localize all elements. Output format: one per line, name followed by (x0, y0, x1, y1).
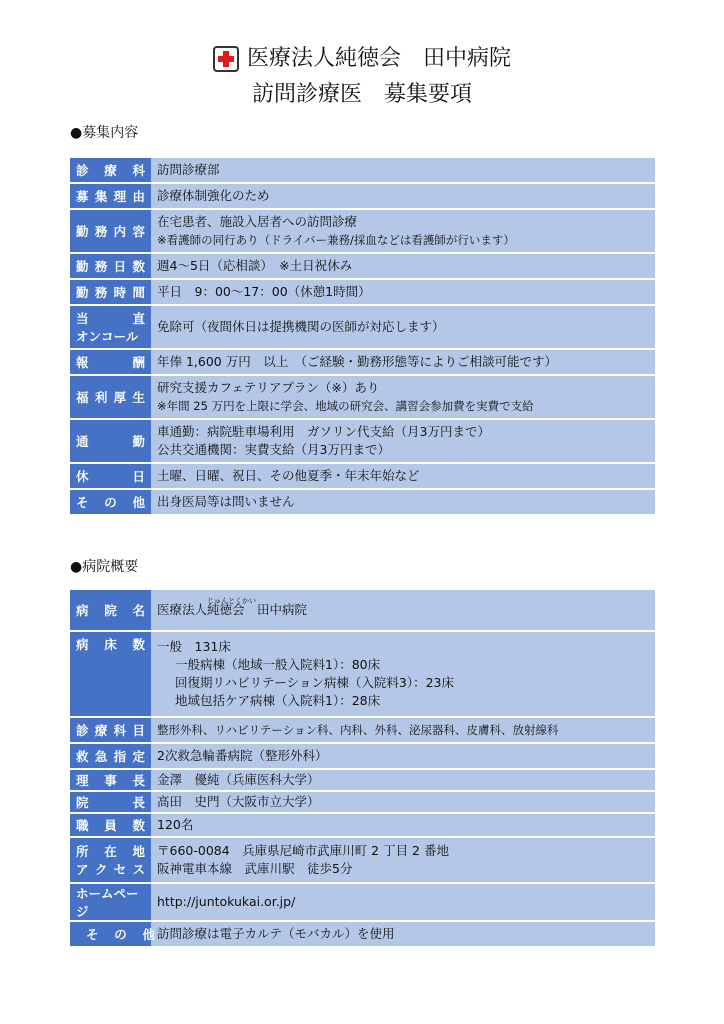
table-row (70, 884, 655, 920)
label-char: 指 (113, 749, 127, 764)
title-line (0, 44, 724, 74)
row-label (70, 184, 151, 208)
label-text (76, 842, 145, 860)
beds-line: 地域包括ケア病棟（入院料1）：28床 (175, 693, 381, 708)
table-row (70, 280, 655, 304)
label-text (76, 432, 145, 450)
label-char: の (114, 927, 127, 942)
ruby-base: 純徳会 (207, 602, 245, 617)
homepage-link[interactable]: http://juntokukai.or.jp/ (151, 884, 655, 920)
row-value (151, 254, 655, 278)
row-label (70, 464, 151, 488)
table-row (70, 770, 655, 790)
address-cell (151, 838, 655, 882)
label-char: ス (132, 862, 145, 877)
row-label (70, 280, 151, 304)
label-char: 院 (104, 603, 117, 618)
value-line: 研究支援カフェテリアプラン（※）あり (157, 380, 380, 395)
label-text (76, 161, 145, 179)
row-label (70, 590, 151, 630)
table-row (70, 922, 655, 946)
label-text (76, 388, 145, 406)
label-text: オンコール (76, 329, 139, 344)
row-label (70, 814, 151, 836)
value-line: 診療体制強化のため (157, 188, 270, 203)
label-char: 直 (132, 311, 145, 326)
label-text (76, 353, 145, 371)
value-line: 週4～5日（応相談） ※土日祝休み (157, 258, 353, 273)
ruby-reading: じゅんとくかい (207, 597, 257, 605)
label-char: 時 (113, 285, 127, 300)
row-value (151, 376, 655, 418)
access-value: 阪神電車本線 武庫川駅 徒歩5分 (157, 861, 353, 876)
row-label (70, 254, 151, 278)
row-label (70, 350, 151, 374)
label-char: の (104, 495, 117, 510)
label-char: 休 (76, 469, 89, 484)
label-text (76, 816, 145, 834)
table-row (70, 254, 655, 278)
label-char: 所 (76, 844, 89, 859)
label-char: 勤 (76, 224, 89, 239)
label-char: 内 (113, 224, 127, 239)
label-text (76, 925, 165, 943)
label-char: 急 (94, 749, 108, 764)
label-char: 長 (132, 795, 145, 810)
label-char: 診 (76, 723, 89, 738)
label-char: そ (86, 927, 99, 942)
value-line: 在宅患者、施設入居者への訪問診療 (157, 214, 358, 229)
label-char: 通 (76, 434, 89, 449)
table-row (70, 590, 655, 630)
label-char: 利 (94, 390, 108, 405)
label-char: 容 (132, 224, 145, 239)
label-char: 診 (76, 163, 89, 178)
hospital-table (70, 588, 655, 948)
label-char: ア (76, 862, 89, 877)
hospital-name-prefix: 医療法人 (157, 602, 208, 617)
table-row (70, 744, 655, 768)
beds-cell (151, 632, 655, 716)
label-text (76, 257, 145, 275)
hospital-name-cell (151, 590, 655, 630)
table-row (70, 350, 655, 374)
table-row (70, 184, 655, 208)
label-text: ホームページ (76, 886, 139, 919)
label-char: 員 (104, 818, 117, 833)
hospital-logo-icon (213, 46, 239, 72)
label-char: 長 (132, 773, 145, 788)
row-value (151, 464, 655, 488)
beds-line: 一般病棟（地域一般入院料1）：80床 (175, 657, 381, 672)
row-label (70, 158, 151, 182)
row-label (70, 744, 151, 768)
row-label (70, 632, 151, 716)
value-line: 車通勤：病院駐車場利用 ガソリン代支給（月3万円まで） (157, 424, 490, 439)
label-char: 科 (132, 163, 145, 178)
hospital-name-suffix: 田中病院 (244, 602, 308, 617)
label-char: 他 (142, 927, 155, 942)
value-line: ※年間 25 万円を上限に学会、地域の研究会、講習会参加費を実費で支給 (157, 399, 534, 413)
row-label (70, 306, 151, 348)
label-char: 福 (76, 390, 89, 405)
label-char: 目 (132, 723, 145, 738)
label-text (76, 222, 145, 240)
label-char: 事 (104, 773, 117, 788)
hospital-heading: ●病院概要 (70, 559, 139, 575)
table-row (70, 718, 655, 742)
row-label (70, 420, 151, 462)
label-char: 生 (132, 390, 145, 405)
label-char: 床 (104, 637, 117, 652)
label-char: 数 (132, 818, 145, 833)
label-char: 名 (132, 603, 145, 618)
row-label (70, 210, 151, 252)
other-value: 訪問診療は電子カルテ（モバカル）を使用 (151, 922, 655, 946)
value-line: 年俸 1,600 万円 以上 （ご経験・勤務形態等によりご相談可能です） (157, 354, 557, 369)
director-value: 高田 史門（大阪市立大学） (151, 792, 655, 812)
label-text (76, 601, 145, 619)
label-text (76, 467, 145, 485)
label-text (76, 721, 145, 739)
label-char: 療 (104, 163, 117, 178)
table-row (70, 158, 655, 182)
label-text (76, 309, 145, 327)
hospital-title: 医療法人純徳会 田中病院 (246, 46, 511, 71)
label-text (76, 635, 145, 653)
label-char: ク (94, 862, 108, 877)
staff-value: 120名 (151, 814, 655, 836)
value-line: ※看護師の同行あり（ドライバー兼務/採血などは看護師が行います） (157, 233, 515, 247)
row-value (151, 490, 655, 514)
label-char: 療 (94, 723, 108, 738)
label-char: 救 (76, 749, 89, 764)
label-char: 厚 (113, 390, 127, 405)
table-row (70, 306, 655, 348)
label-char: 院 (76, 795, 89, 810)
label-char: 職 (76, 818, 89, 833)
row-label (70, 838, 151, 882)
table-row (70, 376, 655, 418)
label-char: 募 (76, 189, 89, 204)
table-row (70, 792, 655, 812)
label-char: 科 (113, 723, 127, 738)
row-value (151, 158, 655, 182)
table-row (70, 420, 655, 462)
row-label (70, 718, 151, 742)
label-char: 報 (76, 355, 89, 370)
label-text (76, 860, 145, 878)
ruby-group (207, 597, 257, 619)
label-char: 他 (132, 495, 145, 510)
label-char: 理 (76, 773, 89, 788)
emergency-value: 2次救急輪番病院（整形外科） (151, 744, 655, 768)
label-text (76, 793, 145, 811)
row-label (70, 770, 151, 790)
label-char: 務 (94, 259, 108, 274)
value-line: 土曜、日曜、祝日、その他夏季・年末年始など (157, 468, 420, 483)
row-label (70, 922, 155, 946)
label-text (76, 187, 145, 205)
row-label (70, 376, 151, 418)
table-row (70, 464, 655, 488)
label-char: 在 (104, 844, 117, 859)
row-label (70, 792, 151, 812)
row-value (151, 420, 655, 462)
label-char: 定 (132, 749, 145, 764)
label-text (76, 283, 145, 301)
table-row (70, 632, 655, 716)
label-text (76, 493, 145, 511)
label-char: 病 (76, 603, 89, 618)
label-char: そ (76, 495, 89, 510)
row-label (70, 884, 151, 920)
label-char: 当 (76, 311, 89, 326)
table-row (70, 490, 655, 514)
document-header (0, 44, 724, 110)
value-line: 免除可（夜間休日は提携機関の医師が対応します） (157, 319, 445, 334)
label-char: 酬 (132, 355, 145, 370)
row-value (151, 306, 655, 348)
label-char: 病 (76, 637, 89, 652)
value-line: 公共交通機関：実費支給（月3万円まで） (157, 442, 390, 457)
label-char: 数 (132, 637, 145, 652)
recruit-table (70, 156, 655, 516)
label-char: 理 (113, 189, 127, 204)
label-char: 日 (113, 259, 127, 274)
label-char: 由 (132, 189, 145, 204)
dept-value: 整形外科、リハビリテーション科、内科、外科、泌尿器科、皮膚科、放射線科 (151, 718, 655, 742)
table-row (70, 838, 655, 882)
label-char: 地 (132, 844, 145, 859)
beds-line: 回復期リハビリテーション病棟（入院料3）：23床 (175, 675, 454, 690)
label-char: 勤 (76, 259, 89, 274)
label-char: 勤 (76, 285, 89, 300)
recruit-heading: ●募集内容 (70, 125, 139, 141)
label-char: 日 (132, 469, 145, 484)
label-char: 務 (94, 285, 108, 300)
value-line: 訪問診療部 (157, 162, 220, 177)
document-subtitle: 訪問診療医 募集要項 (251, 82, 472, 107)
table-row (70, 814, 655, 836)
label-text (76, 771, 145, 789)
label-char: 間 (132, 285, 145, 300)
label-char: 集 (94, 189, 108, 204)
row-value (151, 210, 655, 252)
row-label (70, 490, 151, 514)
beds-line: 一般 131床 (157, 639, 231, 654)
label-char: 勤 (132, 434, 145, 449)
label-char: 数 (132, 259, 145, 274)
value-line: 出身医局等は問いません (157, 494, 295, 509)
chairman-value: 金澤 優純（兵庫医科大学） (151, 770, 655, 790)
address-value: 〒660-0084 兵庫県尼崎市武庫川町 2 丁目 2 番地 (157, 843, 449, 858)
row-value (151, 350, 655, 374)
value-line: 平日 9：00～17：00（休憩1時間） (157, 284, 371, 299)
label-text (76, 747, 145, 765)
label-char: セ (113, 862, 127, 877)
row-value (151, 184, 655, 208)
table-row (70, 210, 655, 252)
row-value (151, 280, 655, 304)
label-char: 務 (94, 224, 108, 239)
